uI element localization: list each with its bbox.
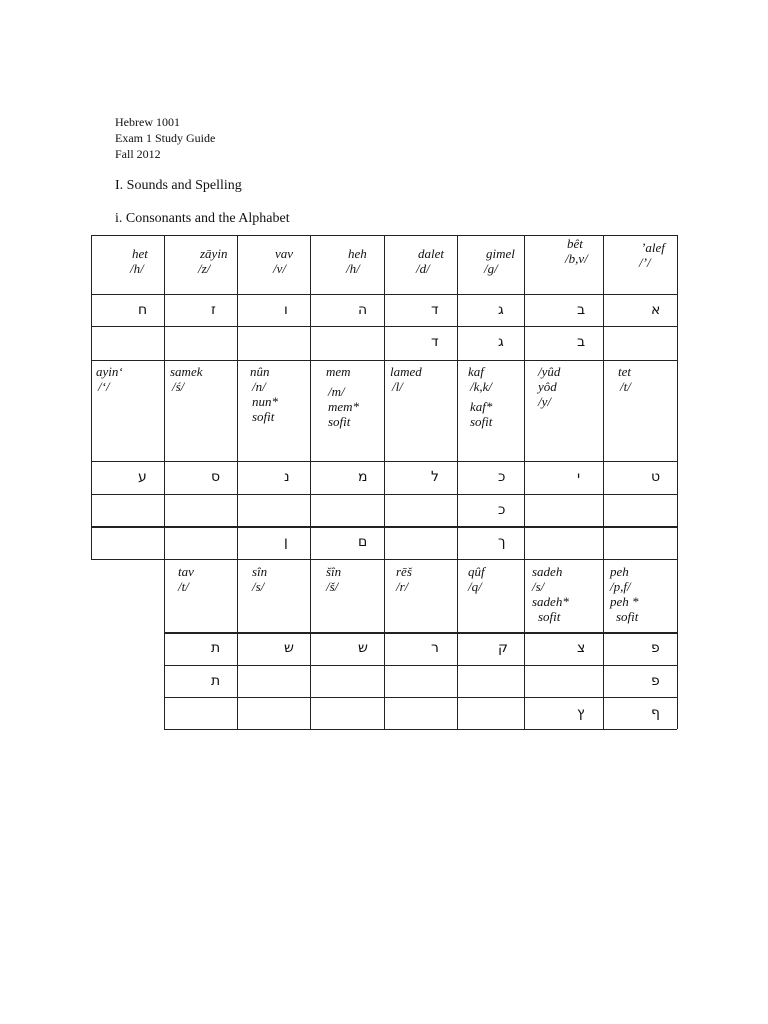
- table-rule: [603, 235, 604, 729]
- hebrew-letter: ע: [138, 469, 147, 485]
- hebrew-letter: ה: [358, 302, 368, 318]
- hebrew-letter: ח: [138, 302, 148, 318]
- letter-name-label: mem*: [328, 399, 360, 414]
- table-rule: [164, 729, 677, 730]
- document-title: Exam 1 Study Guide: [115, 131, 216, 145]
- hebrew-letter: ב: [577, 302, 586, 318]
- hebrew-letter: ר: [431, 640, 439, 656]
- letter-name-label: /s/: [252, 579, 265, 594]
- letter-name-label: lamed: [390, 364, 422, 379]
- letter-name-label: /p,f/: [610, 579, 631, 594]
- letter-name-label: /t/: [620, 379, 631, 394]
- letter-name-label: samek: [170, 364, 203, 379]
- letter-name-label: sofit: [538, 609, 561, 624]
- table-rule: [164, 697, 677, 698]
- hebrew-letter: ד: [431, 302, 439, 318]
- letter-name-label: yôd: [538, 379, 557, 394]
- hebrew-letter: ך: [498, 534, 506, 550]
- letter-name-label: /l/: [392, 379, 403, 394]
- letter-name-label: kaf: [468, 364, 484, 379]
- letter-name-label: sofit: [470, 414, 493, 429]
- letter-name-label: /’/: [639, 255, 651, 270]
- letter-name-label: /r/: [396, 579, 409, 594]
- letter-name-label: peh *: [610, 594, 639, 609]
- hebrew-letter: י: [577, 469, 581, 485]
- letter-name-label: kaf*: [470, 399, 493, 414]
- letter-name-label: /z/: [198, 261, 211, 276]
- letter-name-label: /‘/: [98, 379, 110, 394]
- table-rule: [164, 632, 677, 634]
- letter-name-label: /s/: [532, 579, 545, 594]
- term: Fall 2012: [115, 147, 161, 161]
- hebrew-letter: ב: [577, 334, 586, 350]
- letter-name-label: sadeh*: [532, 594, 569, 609]
- letter-name-label: /t/: [178, 579, 189, 594]
- table-rule: [91, 235, 92, 559]
- hebrew-letter: ן: [284, 534, 288, 550]
- letter-name-label: sofit: [616, 609, 639, 624]
- letter-name-label: sîn: [252, 564, 268, 579]
- hebrew-letter: ץ: [577, 705, 585, 721]
- section-heading: I. Sounds and Spelling: [115, 178, 242, 193]
- letter-name-label: /m/: [328, 384, 345, 399]
- letter-name-label: mem: [326, 364, 351, 379]
- hebrew-letter: כ: [498, 469, 506, 485]
- table-rule: [524, 235, 525, 729]
- letter-name-label: rēš: [396, 564, 412, 579]
- table-rule: [164, 665, 677, 666]
- hebrew-letter: ג: [498, 334, 504, 350]
- letter-name-label: sofit: [252, 409, 275, 424]
- hebrew-letter: ף: [651, 705, 660, 721]
- hebrew-letter: פ: [651, 640, 660, 656]
- hebrew-letter: ת: [211, 673, 221, 689]
- table-rule: [457, 235, 458, 729]
- table-rule: [164, 235, 165, 729]
- letter-name-label: sadeh: [532, 564, 563, 579]
- letter-name-label: /š/: [326, 579, 339, 594]
- letter-name-label: /b,v/: [565, 251, 588, 266]
- letter-name-label: tet: [618, 364, 631, 379]
- letter-name-label: /d/: [416, 261, 430, 276]
- letter-name-label: nun*: [252, 394, 278, 409]
- hebrew-letter: ס: [211, 469, 221, 485]
- letter-name-label: /y/: [538, 394, 551, 409]
- letter-name-label: bêt: [567, 236, 583, 251]
- letter-name-label: sofit: [328, 414, 351, 429]
- hebrew-letter: ת: [211, 640, 221, 656]
- letter-name-label: /yûd: [538, 364, 561, 379]
- letter-name-label: gimel: [486, 246, 515, 261]
- hebrew-letter: פ: [651, 673, 660, 689]
- letter-name-label: /g/: [484, 261, 498, 276]
- table-rule: [677, 235, 678, 729]
- letter-name-label: dalet: [418, 246, 444, 261]
- hebrew-letter: ל: [431, 469, 439, 485]
- letter-name-label: het: [132, 246, 148, 261]
- letter-name-label: /ś/: [172, 379, 185, 394]
- letter-name-label: /h/: [130, 261, 144, 276]
- hebrew-letter: ש: [284, 640, 294, 656]
- hebrew-letter: ו: [284, 302, 288, 318]
- document-header: [115, 114, 215, 162]
- letter-name-label: qûf: [468, 564, 485, 579]
- course-name: Hebrew 1001: [115, 115, 180, 129]
- table-rule: [237, 235, 238, 729]
- hebrew-letter: ז: [211, 302, 216, 318]
- hebrew-letter: מ: [358, 469, 368, 485]
- letter-name-label: /h/: [346, 261, 360, 276]
- hebrew-letter: ם: [358, 534, 368, 550]
- hebrew-letter: ש: [358, 640, 368, 656]
- letter-name-label: vav: [275, 246, 294, 261]
- table-rule: [310, 235, 311, 729]
- hebrew-letter: ט: [651, 469, 661, 485]
- letter-name-label: /q/: [468, 579, 482, 594]
- letter-name-label: zāyin: [200, 246, 228, 261]
- hebrew-letter: ג: [498, 302, 504, 318]
- subsection-heading: i. Consonants and the Alphabet: [115, 211, 290, 226]
- letter-name-label: ayin‘: [96, 364, 123, 379]
- letter-name-label: peh: [610, 564, 629, 579]
- hebrew-letter: כ: [498, 502, 506, 518]
- letter-name-label: nûn: [250, 364, 270, 379]
- letter-name-label: šîn: [326, 564, 342, 579]
- letter-name-label: /v/: [273, 261, 286, 276]
- table-rule: [384, 235, 385, 729]
- letter-name-label: /k,k/: [470, 379, 493, 394]
- letter-name-label: tav: [178, 564, 194, 579]
- hebrew-letter: נ: [284, 469, 290, 485]
- hebrew-letter: ד: [431, 334, 439, 350]
- hebrew-letter: צ: [577, 640, 586, 656]
- letter-name-label: heh: [348, 246, 367, 261]
- hebrew-letter: א: [651, 302, 661, 318]
- letter-name-label: ’alef: [641, 240, 665, 255]
- letter-name-label: /n/: [252, 379, 266, 394]
- hebrew-letter: ק: [498, 640, 508, 656]
